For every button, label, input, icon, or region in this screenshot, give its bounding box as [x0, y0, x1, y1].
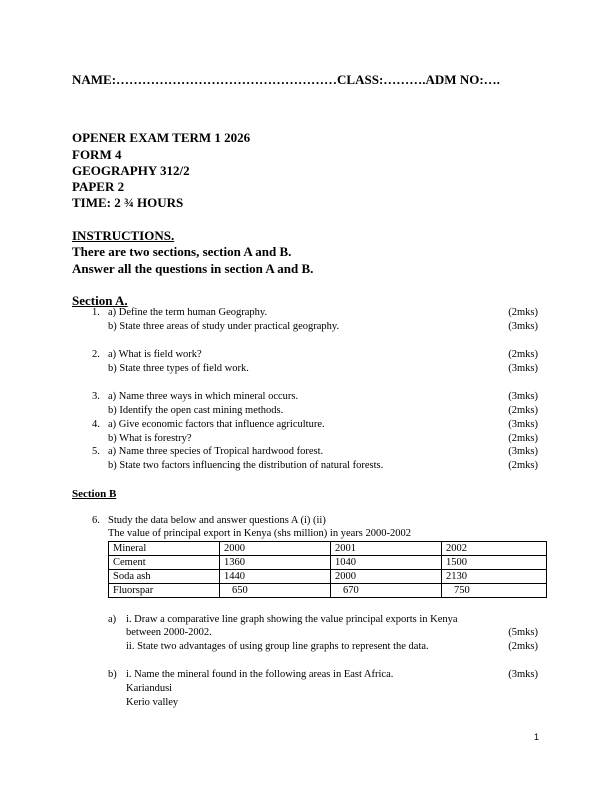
table-header-cell: 2001 [331, 542, 442, 556]
marks: (3mks) [508, 363, 538, 374]
table-cell: 1360 [220, 556, 331, 570]
table-cell: 2130 [442, 570, 547, 584]
place-kariandusi: Kariandusi [126, 683, 173, 694]
instructions-line-1: There are two sections, section A and B. [72, 244, 292, 259]
table-cell: 1040 [331, 556, 442, 570]
table-cell: 670 [331, 584, 442, 598]
marks: (2mks) [508, 405, 538, 416]
question-1b: b) State three areas of study under practical geography. [108, 321, 340, 332]
exam-title: OPENER EXAM TERM 1 2026 [72, 130, 251, 145]
exam-time: TIME: 2 ¾ HOURS [72, 195, 184, 210]
marks: (5mks) [508, 627, 538, 638]
table-caption: The value of principal export in Kenya (shs million) in years 2000-2002 [108, 528, 411, 539]
marks: (2mks) [508, 349, 538, 360]
question-4a: a) Give economic factors that influence agriculture. [108, 419, 325, 430]
table-row [109, 570, 547, 584]
marks: (3mks) [508, 321, 538, 332]
question-2a: a) What is field work? [108, 349, 202, 360]
section-a-heading: Section A. [72, 293, 128, 308]
table-cell: Fluorspar [109, 584, 220, 598]
marks: (3mks) [508, 391, 538, 402]
question-number: 6. [92, 515, 100, 526]
marks: (3mks) [508, 669, 538, 680]
question-number: 1. [92, 307, 100, 318]
question-5a: a) Name three species of Tropical hardwood forest. [108, 446, 324, 457]
table-cell: Soda ash [109, 570, 220, 584]
marks: (3mks) [508, 419, 538, 430]
table-header-row [109, 542, 547, 556]
page-number: 1 [534, 732, 540, 742]
marks: (2mks) [508, 460, 538, 471]
table-cell: Cement [109, 556, 220, 570]
exam-paper: PAPER 2 [72, 179, 125, 194]
question-3b: b) Identify the open cast mining methods. [108, 405, 284, 416]
table-cell: 1440 [220, 570, 331, 584]
table-header-cell: Mineral [109, 542, 220, 556]
question-number: 5. [92, 446, 100, 457]
table-cell: 1500 [442, 556, 547, 570]
question-4b: b) What is forestry? [108, 433, 192, 444]
exam-subject: GEOGRAPHY 312/2 [72, 163, 190, 178]
part-b-i: i. Name the mineral found in the following areas in East Africa. [126, 669, 394, 680]
table-row [109, 584, 547, 598]
marks: (2mks) [508, 433, 538, 444]
exports-table [108, 541, 547, 598]
part-a-label: a) [108, 614, 117, 625]
instructions-heading: INSTRUCTIONS. [72, 228, 175, 243]
table-cell: 650 [220, 584, 331, 598]
marks: (2mks) [508, 641, 538, 652]
question-number: 2. [92, 349, 100, 360]
question-number: 3. [92, 391, 100, 402]
place-kerio-valley: Kerio valley [126, 697, 179, 708]
part-a-i-line-2: between 2000-2002. [126, 627, 212, 638]
table-row [109, 556, 547, 570]
table-cell: 750 [442, 584, 547, 598]
question-5b: b) State two factors influencing the distribution of natural forests. [108, 460, 384, 471]
question-6-intro: Study the data below and answer questions A (i) (ii) [108, 515, 326, 526]
question-1a: a) Define the term human Geography. [108, 307, 268, 318]
part-b-label: b) [108, 669, 117, 680]
question-3a: a) Name three ways in which mineral occurs. [108, 391, 299, 402]
table-header-cell: 2000 [220, 542, 331, 556]
marks: (3mks) [508, 446, 538, 457]
part-a-i-line-1: i. Draw a comparative line graph showing the value principal exports in Kenya [126, 614, 458, 625]
table-cell: 2000 [331, 570, 442, 584]
part-a-ii: ii. State two advantages of using group line graphs to represent the data. [126, 641, 429, 652]
table-header-cell: 2002 [442, 542, 547, 556]
question-2b: b) State three types of field work. [108, 363, 249, 374]
exam-form: FORM 4 [72, 147, 122, 162]
marks: (2mks) [508, 307, 538, 318]
section-b-heading: Section B [72, 488, 117, 500]
name-class-adm-line: NAME:……………………………………………CLASS:……….ADM NO:…. [72, 72, 500, 87]
instructions-line-2: Answer all the questions in section A and B. [72, 261, 314, 276]
question-number: 4. [92, 419, 100, 430]
